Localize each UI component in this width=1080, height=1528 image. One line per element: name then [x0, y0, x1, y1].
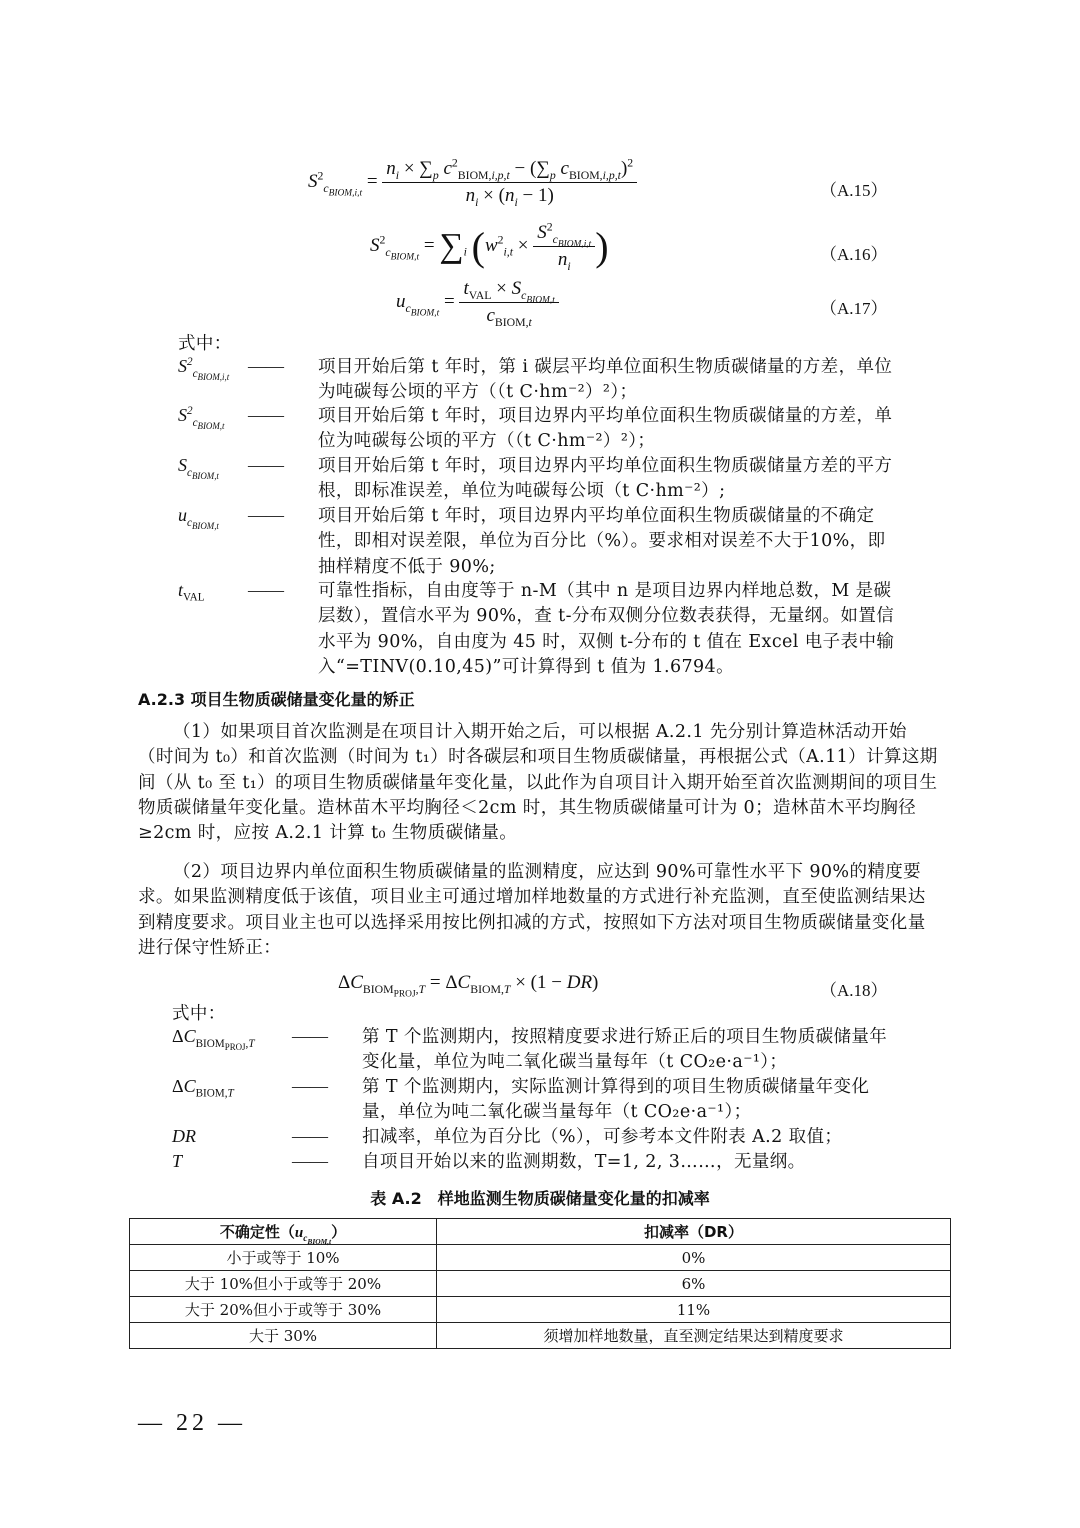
symbol-u-c-biom-t: $u_{c_{BIOM,t}}$ [178, 505, 219, 531]
legend2-def-2: 第 T 个监测期内，实际监测计算得到的项目生物质碳储量年变化量，单位为吨二氧化碳当量每年（t CO₂e·a⁻¹）； [362, 1077, 870, 1123]
cell-rate: 11% [437, 1297, 951, 1323]
equation-number-a18: （A.18） [820, 981, 888, 1000]
paragraph-2: （2）项目边界内单位面积生物质碳储量的监测精度，应达到 90%可靠性水平下 90%的精度要求。如果监测精度低于该值，项目业主可通过增加样地数量的方式进行补充监测，直至使监测结果达到精度要求。项目业主也可以选择采用按比例扣减的方式，按照如下方法对项目生物质碳储量变化量进行保守性矫正： [138, 862, 926, 958]
cell-uncertainty: 小于或等于 10% [130, 1245, 437, 1271]
legend-def-2: 项目开始后第 t 年时，项目边界内平均单位面积生物质碳储量的方差，单位为吨碳每公顷的平方（（t C·hm⁻²）²）； [318, 406, 893, 452]
symbol-s2-c-biom-i-t: $S^2_{c_{BIOM,i,t}}$ [178, 356, 230, 382]
equation-number-a17: （A.17） [820, 299, 888, 318]
table-row [130, 1323, 951, 1349]
legend2-def-1: 第 T 个监测期内，按照精度要求进行矫正后的项目生物质碳储量年变化量，单位为吨二氧化碳当量每年（t CO₂e·a⁻¹）； [362, 1027, 888, 1073]
legend-dash: —— [248, 356, 284, 376]
paragraph-1: （1）如果项目首次监测是在项目计入期开始之后，可以根据 A.2.1 先分别计算造林活动开始（时间为 t₀）和首次监测（时间为 t₁）时各碳层和项目生物质碳储量，再根据公式（A.11）计算这期间（从 t₀ 至 t₁）的项目生物质碳储量年变化量，以此作为自项目计入期开始至首次监测期间的项目生物质碳储量年变化量。造林苗木平均胸径＜2cm 时，其生物质碳储量可计为 0；造林苗木平均胸径≥2cm 时，应按 A.2.1 计算 t₀ 生物质碳储量。 [138, 722, 938, 844]
legend-dash: —— [292, 1126, 328, 1146]
equation-a16: $S^2_{c_{BIOM,t}} = \sum_i$ ($w^2_{i,t}$ × $\frac{S^2_{c_{BIOM,i,t}}}{n_i}$ ) [370, 220, 609, 273]
equation-a18: $\Delta C_{BIOM_{PROJ},T} = \Delta C_{BIOM,T} \times (1 - DR)$ [338, 972, 599, 1000]
legend-dash: —— [292, 1151, 328, 1171]
symbol-t: T [172, 1151, 183, 1171]
table-header-row [130, 1219, 951, 1245]
legend-intro: 式中： [172, 1004, 226, 1024]
legend2-def-4: 自项目开始以来的监测期数，T=1, 2, 3……，无量纲。 [362, 1152, 806, 1172]
cell-rate: 0% [437, 1245, 951, 1271]
legend-def-3: 项目开始后第 t 年时，项目边界内平均单位面积生物质碳储量方差的平方根，即标准误差，单位为吨碳每公顷（t C·hm⁻²）; [318, 456, 893, 502]
table-caption: 表 A.2 样地监测生物质碳储量变化量的扣减率 [370, 1189, 710, 1208]
equation-a17: $u_{c_{BIOM,t}}$ = $\frac{t_{VAL} \times S_{c_{BIOM,t}}}{c_{BIOM,t}}$ [396, 278, 559, 327]
symbol-s2-c-biom-t: $S^2_{c_{BIOM,t}}$ [178, 405, 225, 431]
legend-dash: —— [292, 1026, 328, 1046]
legend-def-1: 项目开始后第 t 年时，第 i 碳层平均单位面积生物质碳储量的方差，单位为吨碳每公顷的平方（（t C·hm⁻²）²）； [318, 357, 893, 403]
legend-def-5: 可靠性指标，自由度等于 n-M（其中 n 是项目边界内样地总数，M 是碳层数），置信水平为 90%，查 t-分布双侧分位数表获得，无量纲。如置信水平为 90%，自由度为 45 时，双侧 t-分布的 t 值在 Excel 电子表中输入“=TINV(0.10,45)”可计算得到 t 值为 1.6794。 [318, 581, 895, 677]
table-row [130, 1271, 951, 1297]
legend2-def-3: 扣减率，单位为百分比（%），可参考本文件附表 A.2 取值； [362, 1127, 843, 1147]
header-rate: 扣减率（DR） [437, 1219, 951, 1245]
legend-dash: —— [248, 405, 284, 425]
cell-uncertainty: 大于 20%但小于或等于 30% [130, 1297, 437, 1323]
legend-dash: —— [248, 455, 284, 475]
legend-def-4: 项目开始后第 t 年时，项目边界内平均单位面积生物质碳储量的不确定性，即相对误差限，单位为百分比（%）。要求相对误差不大于10%，即抽样精度不低于 90%; [318, 506, 886, 577]
symbol-dr: DR [172, 1126, 196, 1146]
equation-number-a16: （A.16） [820, 245, 888, 264]
page-number: — 22 — [138, 1410, 246, 1436]
legend-intro: 式中： [178, 334, 232, 354]
cell-rate: 6% [437, 1271, 951, 1297]
equation-a15: $S^2_{c_{BIOM,i,t}}$ = $\frac{n_i \times \sum_p c^2_{BIOM,i,p,t} - (\sum_p c_{BIOM,i,p,t})^2}{n_i \times (n_i - 1)}$ [308, 158, 637, 207]
symbol-s-c-biom-t: $S_{c_{BIOM,t}}$ [178, 455, 219, 481]
cell-uncertainty: 大于 30% [130, 1323, 437, 1349]
symbol-delta-c-biom-proj-t: $\Delta C_{BIOM_{PROJ},T}$ [172, 1026, 255, 1052]
section-heading: A.2.3 项目生物质碳储量变化量的矫正 [138, 690, 415, 709]
table-row [130, 1297, 951, 1323]
cell-rate: 须增加样地数量，直至测定结果达到精度要求 [437, 1323, 951, 1349]
header-uncertainty: 不确定性$(u_{c_{BIOM,t}})$ [130, 1219, 437, 1245]
symbol-t-val: $t_{VAL}$ [178, 580, 205, 604]
table-row [130, 1245, 951, 1271]
symbol-delta-c-biom-t: $\Delta C_{BIOM,T}$ [172, 1076, 234, 1100]
cell-uncertainty: 大于 10%但小于或等于 20% [130, 1271, 437, 1297]
equation-number-a15: （A.15） [820, 181, 888, 200]
deduction-rate-table [129, 1218, 951, 1349]
legend-dash: —— [248, 505, 284, 525]
legend-dash: —— [248, 580, 284, 600]
legend-dash: —— [292, 1076, 328, 1096]
